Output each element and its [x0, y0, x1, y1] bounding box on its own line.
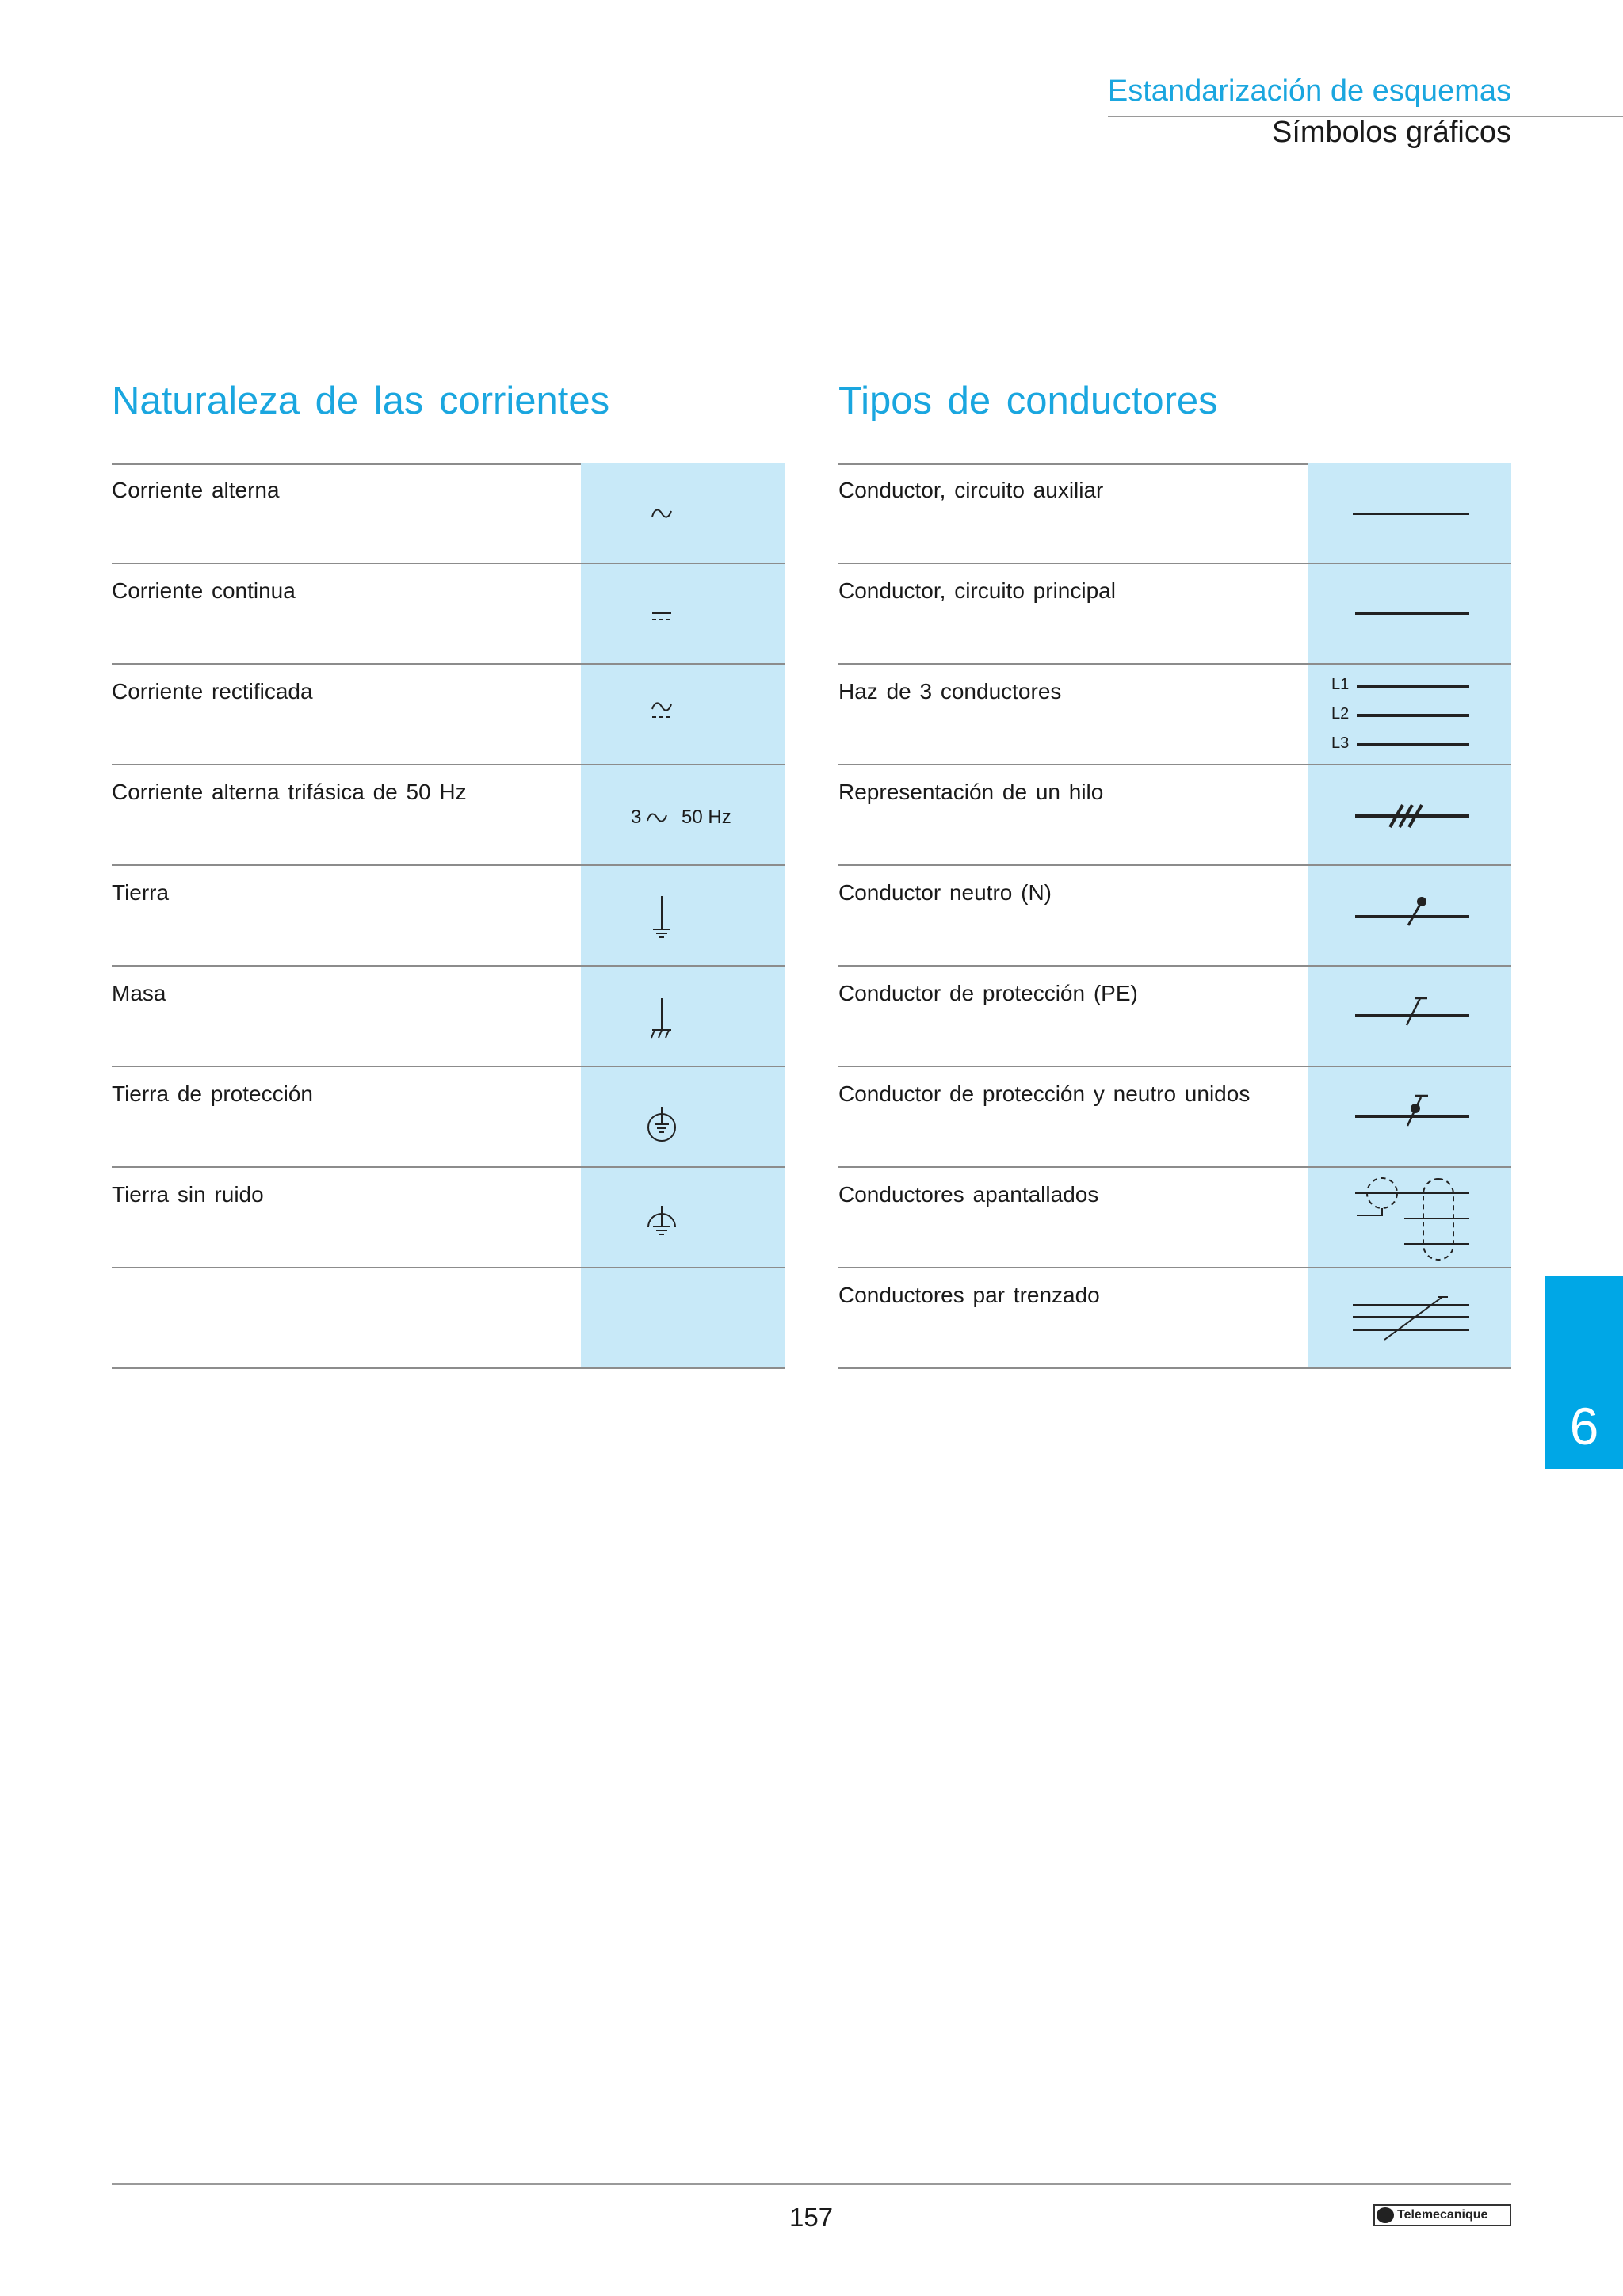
symbol-cell	[581, 1168, 785, 1268]
table-row	[838, 1067, 1511, 1168]
earth-icon	[581, 866, 785, 967]
direct-current-icon	[581, 564, 785, 665]
protective-earth-icon	[581, 1067, 785, 1168]
chapter-number: 6	[1569, 1397, 1599, 1455]
table-row	[112, 1268, 785, 1369]
frame-ground-icon	[581, 967, 785, 1067]
chapter-tab	[1545, 1276, 1623, 1469]
row-label: Tierra sin ruido	[112, 1182, 264, 1207]
symbol-cell	[1308, 463, 1511, 564]
symbol-cell	[1308, 1067, 1511, 1168]
single-line-three-wires-icon	[1308, 765, 1511, 866]
symbol-cell	[581, 564, 785, 665]
thick-line-icon	[1308, 564, 1511, 665]
row-label: Conductores par trenzado	[838, 1283, 1100, 1307]
row-label: Tierra	[112, 880, 170, 905]
table-row	[838, 564, 1511, 665]
alternating-current-icon	[581, 463, 785, 564]
row-label: Masa	[112, 981, 166, 1005]
table-row	[112, 463, 785, 564]
row-label: Corriente rectificada	[112, 679, 313, 704]
symbol-cell	[581, 866, 785, 967]
symbol-cell	[1308, 765, 1511, 866]
header-title: Estandarización de esquemas	[1107, 74, 1511, 108]
row-label: Corriente continua	[112, 578, 296, 603]
row-label: Conductor de protección y neutro unidos	[838, 1081, 1251, 1106]
table-row	[838, 1168, 1511, 1268]
symbol-cell	[1308, 564, 1511, 665]
phase-count: 3	[631, 807, 642, 828]
line-label: L1	[1331, 676, 1350, 693]
row-label: Conductor neutro (N)	[838, 880, 1052, 905]
table-row	[112, 967, 785, 1067]
symbol-cell	[581, 1067, 785, 1168]
row-label: Representación de un hilo	[838, 780, 1104, 804]
symbol-cell	[1308, 967, 1511, 1067]
table-row	[112, 665, 785, 765]
row-divider	[112, 1367, 785, 1369]
table-row	[112, 564, 785, 665]
footer-divider	[112, 2183, 1511, 2185]
row-label: Conductores apantallados	[838, 1182, 1099, 1207]
noiseless-earth-icon	[581, 1168, 785, 1268]
shielded-conductors-icon	[1308, 1168, 1511, 1268]
symbol-cell	[1308, 1268, 1511, 1369]
table-row	[838, 765, 1511, 866]
table-row	[112, 1168, 785, 1268]
table-row	[838, 463, 1511, 564]
table-row	[112, 1067, 785, 1168]
line-label: L3	[1331, 734, 1350, 752]
table-row	[838, 967, 1511, 1067]
row-label: Haz de 3 conductores	[838, 679, 1062, 704]
table-row	[838, 866, 1511, 967]
line-label: L2	[1331, 705, 1350, 723]
three-conductors-icon	[1308, 665, 1511, 765]
page-number: 157	[789, 2203, 834, 2232]
thin-line-icon	[1308, 463, 1511, 564]
symbol-cell	[581, 765, 785, 866]
twisted-pair-icon	[1308, 1268, 1511, 1369]
symbol-cell	[1308, 1168, 1511, 1268]
row-label: Corriente alterna trifásica de 50 Hz	[112, 780, 467, 804]
row-label: Tierra de protección	[112, 1081, 313, 1106]
table-row	[838, 665, 1511, 765]
row-label: Corriente alterna	[112, 478, 280, 502]
table-row	[112, 866, 785, 967]
symbol-cell	[1308, 866, 1511, 967]
table-row	[112, 765, 785, 866]
pen-conductor-icon	[1308, 1067, 1511, 1168]
symbol-cell	[1308, 665, 1511, 765]
table-row	[838, 1268, 1511, 1369]
row-label: Conductor, circuito auxiliar	[838, 478, 1104, 502]
symbol-cell	[581, 967, 785, 1067]
brand-logo	[1373, 2204, 1511, 2226]
frequency-label: 50 Hz	[682, 807, 731, 828]
header-subtitle: Símbolos gráficos	[1271, 116, 1511, 149]
protective-conductor-icon	[1308, 967, 1511, 1067]
row-label: Conductor, circuito principal	[838, 578, 1116, 603]
brand-name: Telemecanique	[1397, 2208, 1488, 2222]
row-label: Conductor de protección (PE)	[838, 981, 1138, 1005]
row-divider	[838, 1367, 1511, 1369]
rectified-current-icon	[581, 665, 785, 765]
symbol-cell	[581, 1268, 785, 1369]
symbol-cell	[581, 463, 785, 564]
symbol-cell	[581, 665, 785, 765]
neutral-conductor-icon	[1308, 866, 1511, 967]
section-title-currents: Naturaleza de las corrientes	[112, 379, 610, 422]
section-title-conductors: Tipos de conductores	[838, 379, 1218, 422]
brand-mark-icon	[1377, 2207, 1394, 2223]
